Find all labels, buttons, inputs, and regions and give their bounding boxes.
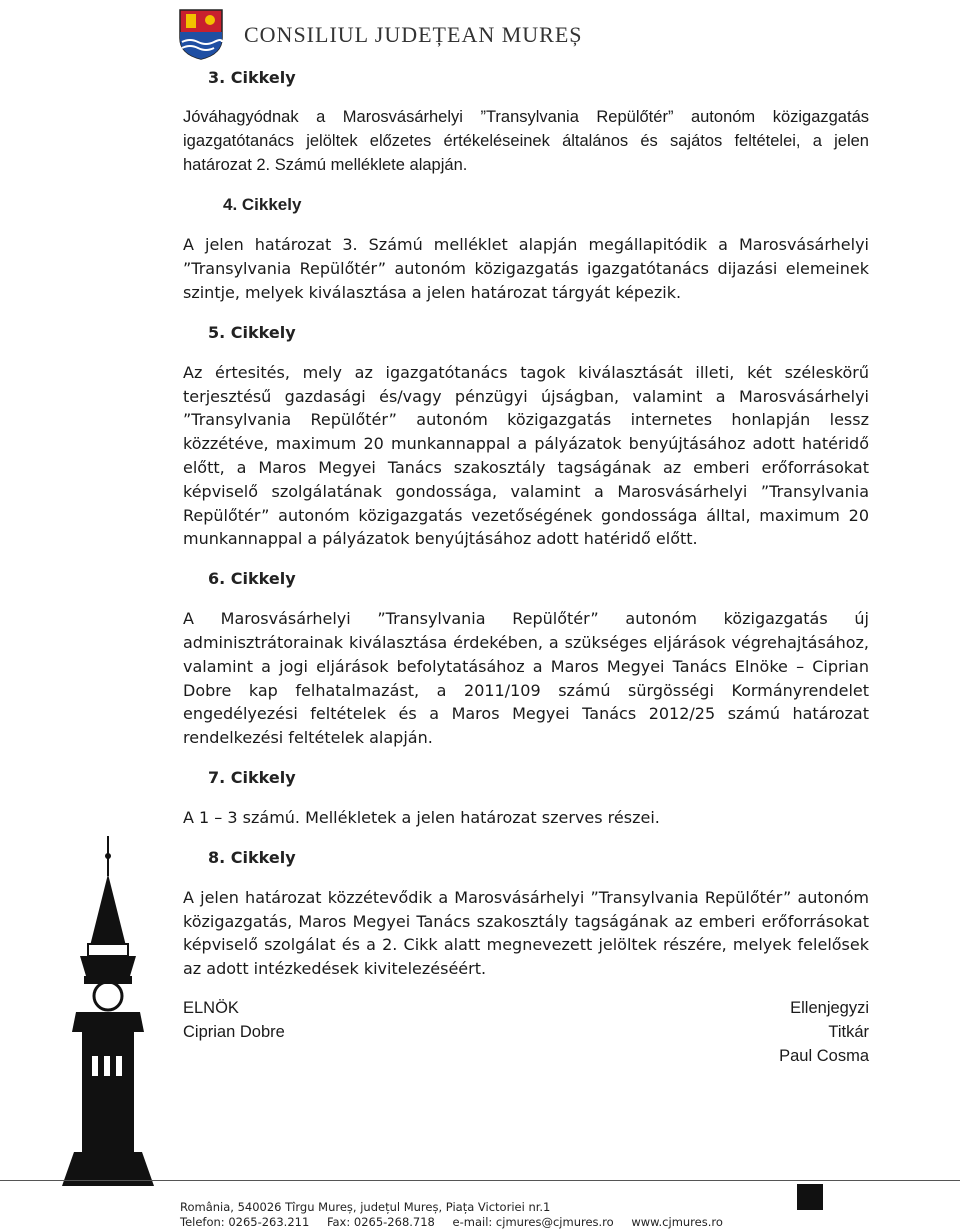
president-title: ELNÖK (183, 999, 239, 1017)
county-crest-icon (178, 8, 224, 60)
council-name: CONSILIUL JUDEȚEAN MUREȘ (244, 22, 583, 47)
footer-email[interactable]: e-mail: cjmures@cjmures.ro (452, 1215, 614, 1229)
article-5-text: Az értesités, mely az igazgatótanács tagok kiválasztását illeti, két széleskörű terjesztésű gazdasági és/vagy pénzügyi újságban, valamint a Marosvásárhelyi ”Transylvania Repülőtér” autonóm közigazgatás internetes honlapján lessz közzétéve, maximum 20 munkannappal a pályázatok benyújtásához adott hatéridő előtt, a Maros Megyei Tanács szakosztály tagságának az emberi erőforrásokat képviselő szolgálatának gondossága, valamint a Marosvásárhelyi ”Transylvania Repülőtér” autonóm közigazgatás vezetőségének gondossága álltal, maximum 20 munkannappal a pályázatok benyújtásához adott hatéridő előtt. (183, 362, 869, 549)
article-7-heading: 7. Cikkely (208, 767, 296, 787)
footer-address: România, 540026 Tîrgu Mureș, județul Mureș, Piața Victoriei nr.1 (180, 1200, 551, 1214)
footer (180, 1200, 737, 1230)
article-8-heading: 8. Cikkely (208, 847, 296, 867)
article-7-text: A 1 – 3 számú. Mellékletek a jelen határozat szerves részei. (183, 807, 660, 827)
article-6-text: A Marosvásárhelyi ”Transylvania Repülőtér” autonóm közigazgatás új adminisztrátorainak kiválasztása érdekében, a szükséges eljárások végrehajtásához, valamint a jogi eljárások befolytatásához a Maros Megyei Tanács Elnöke – Ciprian Dobre kap felhatalmazást, a 2011/109 számú sürgösségi Kormányrendelet engedélyezési feltételek és a Maros Megyei Tanács 2012/25 számú határozat rendelkezési feltételek alapján. (183, 609, 869, 748)
footer-contacts (180, 1215, 737, 1230)
footer-block (797, 1184, 823, 1210)
secretary-role: Titkár (828, 1023, 869, 1041)
footer-phone: Telefon: 0265-263.211 (180, 1215, 310, 1229)
article-4-heading: 4. Cikkely (223, 195, 302, 215)
article-5-heading: 5. Cikkely (208, 322, 296, 342)
president-name: Ciprian Dobre (183, 1023, 285, 1041)
secretary-name: Paul Cosma (779, 1047, 869, 1065)
secretary-signature (779, 996, 869, 1068)
footer-divider (0, 1180, 960, 1181)
document-body (183, 66, 869, 997)
article-3-text: Jóváhagyódnak a Marosvásárhelyi ”Transylvania Repülőtér” autonóm közigazgatás igazgatótanács jelöltek előzetes értékeléseinek általános és sajátos feltételei, a jelen határozat 2. Számú melléklete alapján. (183, 108, 869, 174)
president-signature (183, 996, 285, 1044)
clock-tower-icon (30, 836, 170, 1186)
article-8-text: A jelen határozat közzétevődik a Marosvásárhelyi ”Transylvania Repülőtér” autonóm közigazgatás, Maros Megyei Tanács szakosztály tagságának az emberi erőforrásokat képviselő szolgálat és a 2. Cikk alatt megnevezett jelöltek részére, melyek felelősek az adott intézkedések kivitelezéséért. (183, 887, 869, 979)
footer-website[interactable]: www.cjmures.ro (631, 1215, 723, 1229)
footer-fax: Fax: 0265-268.718 (326, 1215, 435, 1229)
article-6-heading: 6. Cikkely (208, 569, 296, 589)
article-4-text: A jelen határozat 3. Számú melléklet alapján megállapitódik a Marosvásárhelyi ”Transylvania Repülőtér” autonóm közigazgatás igazgatótanács dijazási elemeinek szintje, melyek kiválasztása a jelen határozat tárgyát képezik. (183, 235, 869, 302)
countersign-label: Ellenjegyzi (790, 999, 869, 1017)
article-3-heading: 3. Cikkely (208, 68, 296, 87)
